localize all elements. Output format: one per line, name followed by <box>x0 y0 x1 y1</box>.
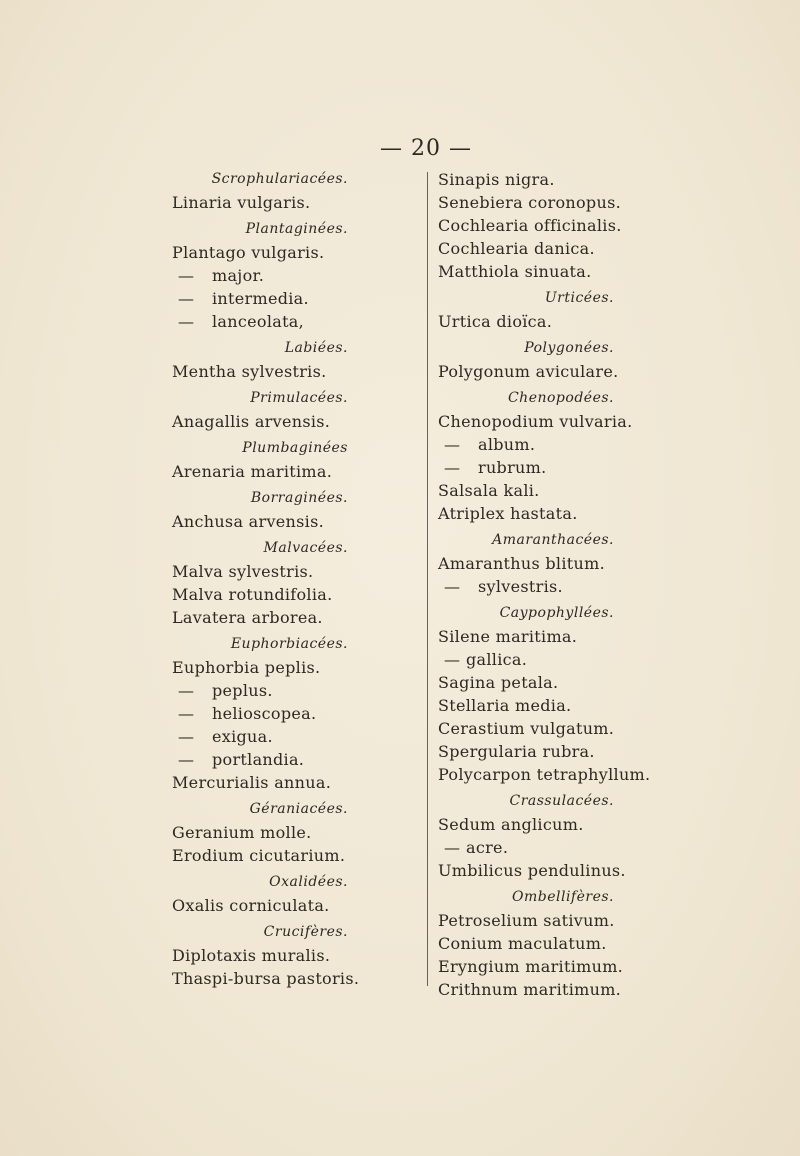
ditto-dash: — <box>444 650 461 669</box>
species-name: Linaria vulgaris. <box>172 193 311 212</box>
species-name: Erodium cicutarium. <box>172 846 346 865</box>
species-name: Matthiola sinuata. <box>438 262 592 281</box>
species-variant <box>172 287 372 310</box>
family-heading: Oxalidées. <box>269 874 348 890</box>
ditto-dash: — <box>444 577 461 596</box>
right-column <box>438 168 651 1001</box>
species-name: Cochlearia officinalis. <box>438 216 622 235</box>
species-epithet: intermedia. <box>212 289 309 308</box>
ditto-dash: — <box>178 289 195 308</box>
column-divider <box>427 172 428 986</box>
species-name: Chenopodium vulvaria. <box>438 412 633 431</box>
species-name: Stellaria media. <box>438 696 572 715</box>
species-epithet: portlandia. <box>212 750 305 769</box>
species-variant <box>172 679 372 702</box>
family-heading: Euphorbiacées. <box>230 636 348 652</box>
species-epithet: album. <box>478 435 536 454</box>
species-name: Petroselium sativum. <box>438 911 615 930</box>
species-variant <box>438 836 638 859</box>
species-name: Umbilicus pendulinus. <box>438 861 626 880</box>
species-name: Polygonum aviculare. <box>438 362 619 381</box>
species-variant <box>438 575 638 598</box>
species-name: Diplotaxis muralis. <box>172 946 331 965</box>
species-name: Spergularia rubra. <box>438 742 595 761</box>
species-epithet: sylvestris. <box>478 577 563 596</box>
page-number: — 20 — <box>380 136 472 161</box>
family-heading: Crassulacées. <box>509 793 614 809</box>
species-name: Sedum anglicum. <box>438 815 584 834</box>
ditto-dash: — <box>178 727 195 746</box>
ditto-dash: — <box>444 838 461 857</box>
species-variant <box>172 310 372 333</box>
species-name: Lavatera arborea. <box>172 608 323 627</box>
species-name: Cochlearia danica. <box>438 239 595 258</box>
species-name: Conium maculatum. <box>438 934 607 953</box>
species-epithet: rubrum. <box>478 458 547 477</box>
family-heading: Urticées. <box>544 290 614 306</box>
family-heading: Malvacées. <box>263 540 348 556</box>
species-epithet: lanceolata, <box>212 312 305 331</box>
species-name: Anchusa arvensis. <box>172 512 324 531</box>
species-name: Euphorbia peplis. <box>172 658 321 677</box>
family-heading: Géraniacées. <box>249 801 348 817</box>
species-name: Geranium molle. <box>172 823 312 842</box>
species-name: Mercurialis annua. <box>172 773 332 792</box>
species-name: Amaranthus blitum. <box>438 554 605 573</box>
ditto-dash: — <box>444 435 461 454</box>
species-name: Eryngium maritimum. <box>438 957 624 976</box>
family-heading: Plantaginées. <box>245 221 348 237</box>
species-variant <box>172 264 372 287</box>
species-variant <box>438 433 638 456</box>
species-name: Crithnum maritimum. <box>438 980 622 999</box>
family-heading: Caypophyllées. <box>499 605 614 621</box>
family-heading: Scrophulariacées. <box>211 171 348 187</box>
family-heading: Ombellifères. <box>511 889 614 905</box>
species-name: Atriplex hastata. <box>438 504 578 523</box>
family-heading: Polygonées. <box>524 340 614 356</box>
species-name: Arenaria maritima. <box>172 462 333 481</box>
species-name: Oxalis corniculata. <box>172 896 330 915</box>
ditto-dash: — <box>178 266 195 285</box>
species-name: Salsala kali. <box>438 481 540 500</box>
ditto-dash: — <box>178 312 195 331</box>
species-name: Cerastium vulgatum. <box>438 719 615 738</box>
species-name: Thaspi-bursa pastoris. <box>172 969 360 988</box>
species-name: Sagina petala. <box>438 673 559 692</box>
species-epithet: major. <box>212 266 265 285</box>
species-epithet: gallica. <box>466 650 528 669</box>
ditto-dash: — <box>178 750 195 769</box>
species-epithet: peplus. <box>212 681 273 700</box>
family-heading: Chenopodées. <box>507 390 614 406</box>
family-heading: Plumbaginées <box>242 440 348 456</box>
species-name: Anagallis arvensis. <box>172 412 331 431</box>
species-name: Senebiera coronopus. <box>438 193 621 212</box>
ditto-dash: — <box>178 681 195 700</box>
species-name: Sinapis nigra. <box>438 170 555 189</box>
species-epithet: acre. <box>466 838 509 857</box>
family-heading: Borraginées. <box>250 490 348 506</box>
species-epithet: helioscopea. <box>212 704 317 723</box>
species-name: Silene maritima. <box>438 627 578 646</box>
species-epithet: exigua. <box>212 727 273 746</box>
species-name: Malva sylvestris. <box>172 562 314 581</box>
species-variant <box>172 748 372 771</box>
species-name: Mentha sylvestris. <box>172 362 327 381</box>
species-name: Urtica dioïca. <box>438 312 553 331</box>
family-heading: Labiées. <box>284 340 348 356</box>
family-heading: Crucifères. <box>263 924 348 940</box>
ditto-dash: — <box>444 458 461 477</box>
family-heading: Amaranthacées. <box>492 532 614 548</box>
species-variant <box>172 702 372 725</box>
species-variant <box>438 648 638 671</box>
species-variant <box>172 725 372 748</box>
species-variant <box>438 456 638 479</box>
species-name: Malva rotundifolia. <box>172 585 333 604</box>
species-name: Plantago vulgaris. <box>172 243 325 262</box>
family-heading: Primulacées. <box>250 390 348 406</box>
species-name: Polycarpon tetraphyllum. <box>438 765 651 784</box>
left-column <box>172 168 372 990</box>
ditto-dash: — <box>178 704 195 723</box>
